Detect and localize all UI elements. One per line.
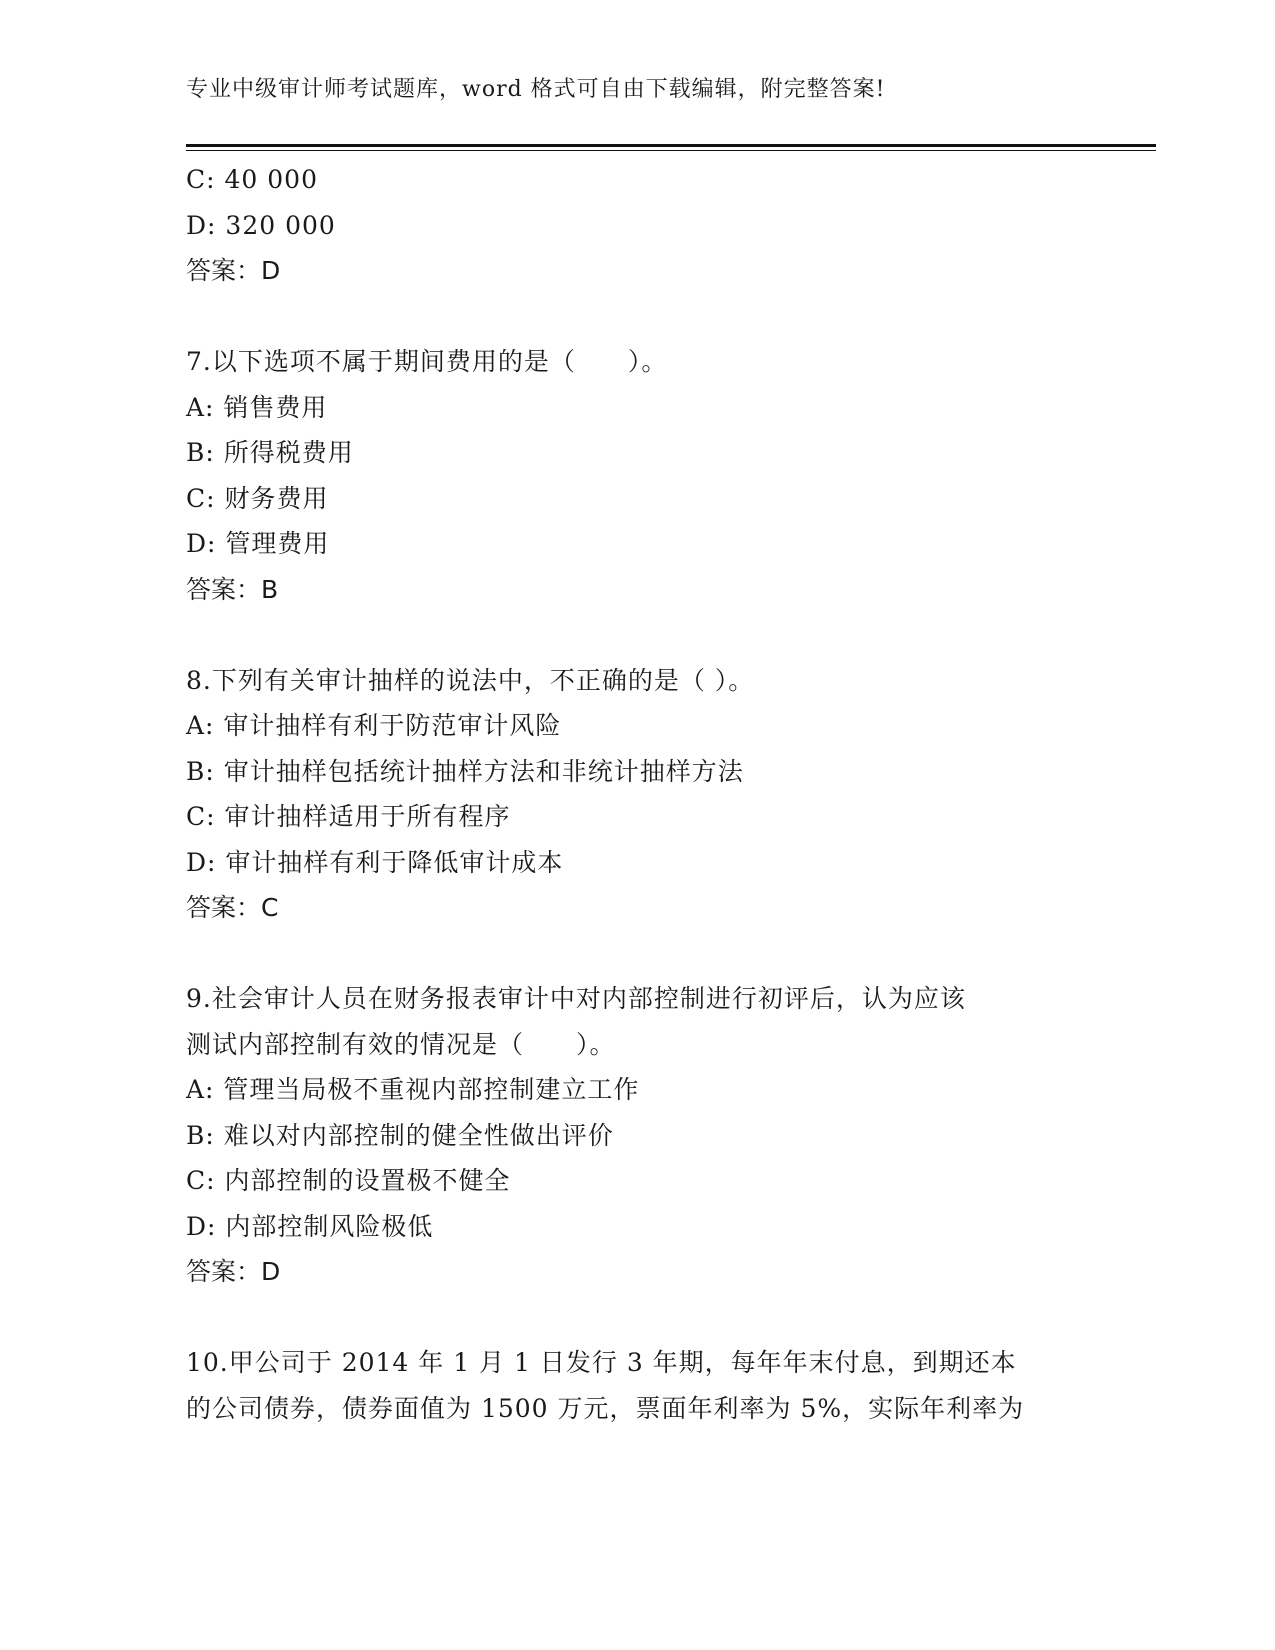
question-stem-line-2: 的公司债券，债券面值为 1500 万元，票面年利率为 5%，实际年利率为: [186, 1393, 1025, 1423]
answer-line: 答案：C: [186, 893, 279, 922]
option-d: D: 管理费用: [186, 529, 330, 558]
spacer: [186, 612, 1086, 658]
option-c: C: 40 000: [186, 165, 318, 194]
option-c: C: 财务费用: [186, 483, 329, 513]
option-d: D: 320 000: [186, 210, 336, 240]
question-stem-line-1: 9.社会审计人员在财务报表审计中对内部控制进行初评后，认为应该: [186, 984, 966, 1013]
header-rule-thin: [186, 150, 1156, 151]
question-9: [186, 976, 1086, 1295]
option-a: A: 销售费用: [186, 392, 328, 422]
spacer: [186, 1295, 1086, 1341]
answer-line: 答案：B: [186, 574, 279, 604]
page-header: 专业中级审计师考试题库，word 格式可自由下载编辑，附完整答案!: [186, 77, 886, 102]
option-b: B: 审计抽样包括统计抽样方法和非统计抽样方法: [186, 756, 744, 786]
option-d: D: 审计抽样有利于降低审计成本: [186, 847, 564, 877]
option-b: B: 难以对内部控制的健全性做出评价: [186, 1120, 614, 1150]
question-7: [186, 339, 1086, 612]
answer-line: 答案：D: [186, 1257, 281, 1286]
option-c: C: 审计抽样适用于所有程序: [186, 802, 511, 831]
spacer: [186, 294, 1086, 340]
question-stem-line-1: 10.甲公司于 2014 年 1 月 1 日发行 3 年期，每年年末付息，到期还本: [186, 1348, 1017, 1377]
spacer: [186, 931, 1086, 977]
answer-line: 答案：D: [186, 256, 281, 285]
option-c: C: 内部控制的设置极不健全: [186, 1166, 511, 1195]
question-8: [186, 658, 1086, 931]
question-stem-line-2: 测试内部控制有效的情况是（ ）。: [186, 1029, 616, 1059]
question-10: [186, 1340, 1086, 1431]
header-rule-thick: [186, 144, 1156, 147]
question-stem: 8.下列有关审计抽样的说法中，不正确的是（ ）。: [186, 665, 755, 695]
question-6-tail: [186, 157, 1086, 294]
question-stem: 7.以下选项不属于期间费用的是（ ）。: [186, 347, 668, 376]
option-d: D: 内部控制风险极低: [186, 1211, 434, 1241]
question-content: [186, 157, 1086, 1431]
option-a: A: 管理当局极不重视内部控制建立工作: [186, 1075, 640, 1104]
option-b: B: 所得税费用: [186, 438, 354, 467]
option-a: A: 审计抽样有利于防范审计风险: [186, 711, 562, 740]
